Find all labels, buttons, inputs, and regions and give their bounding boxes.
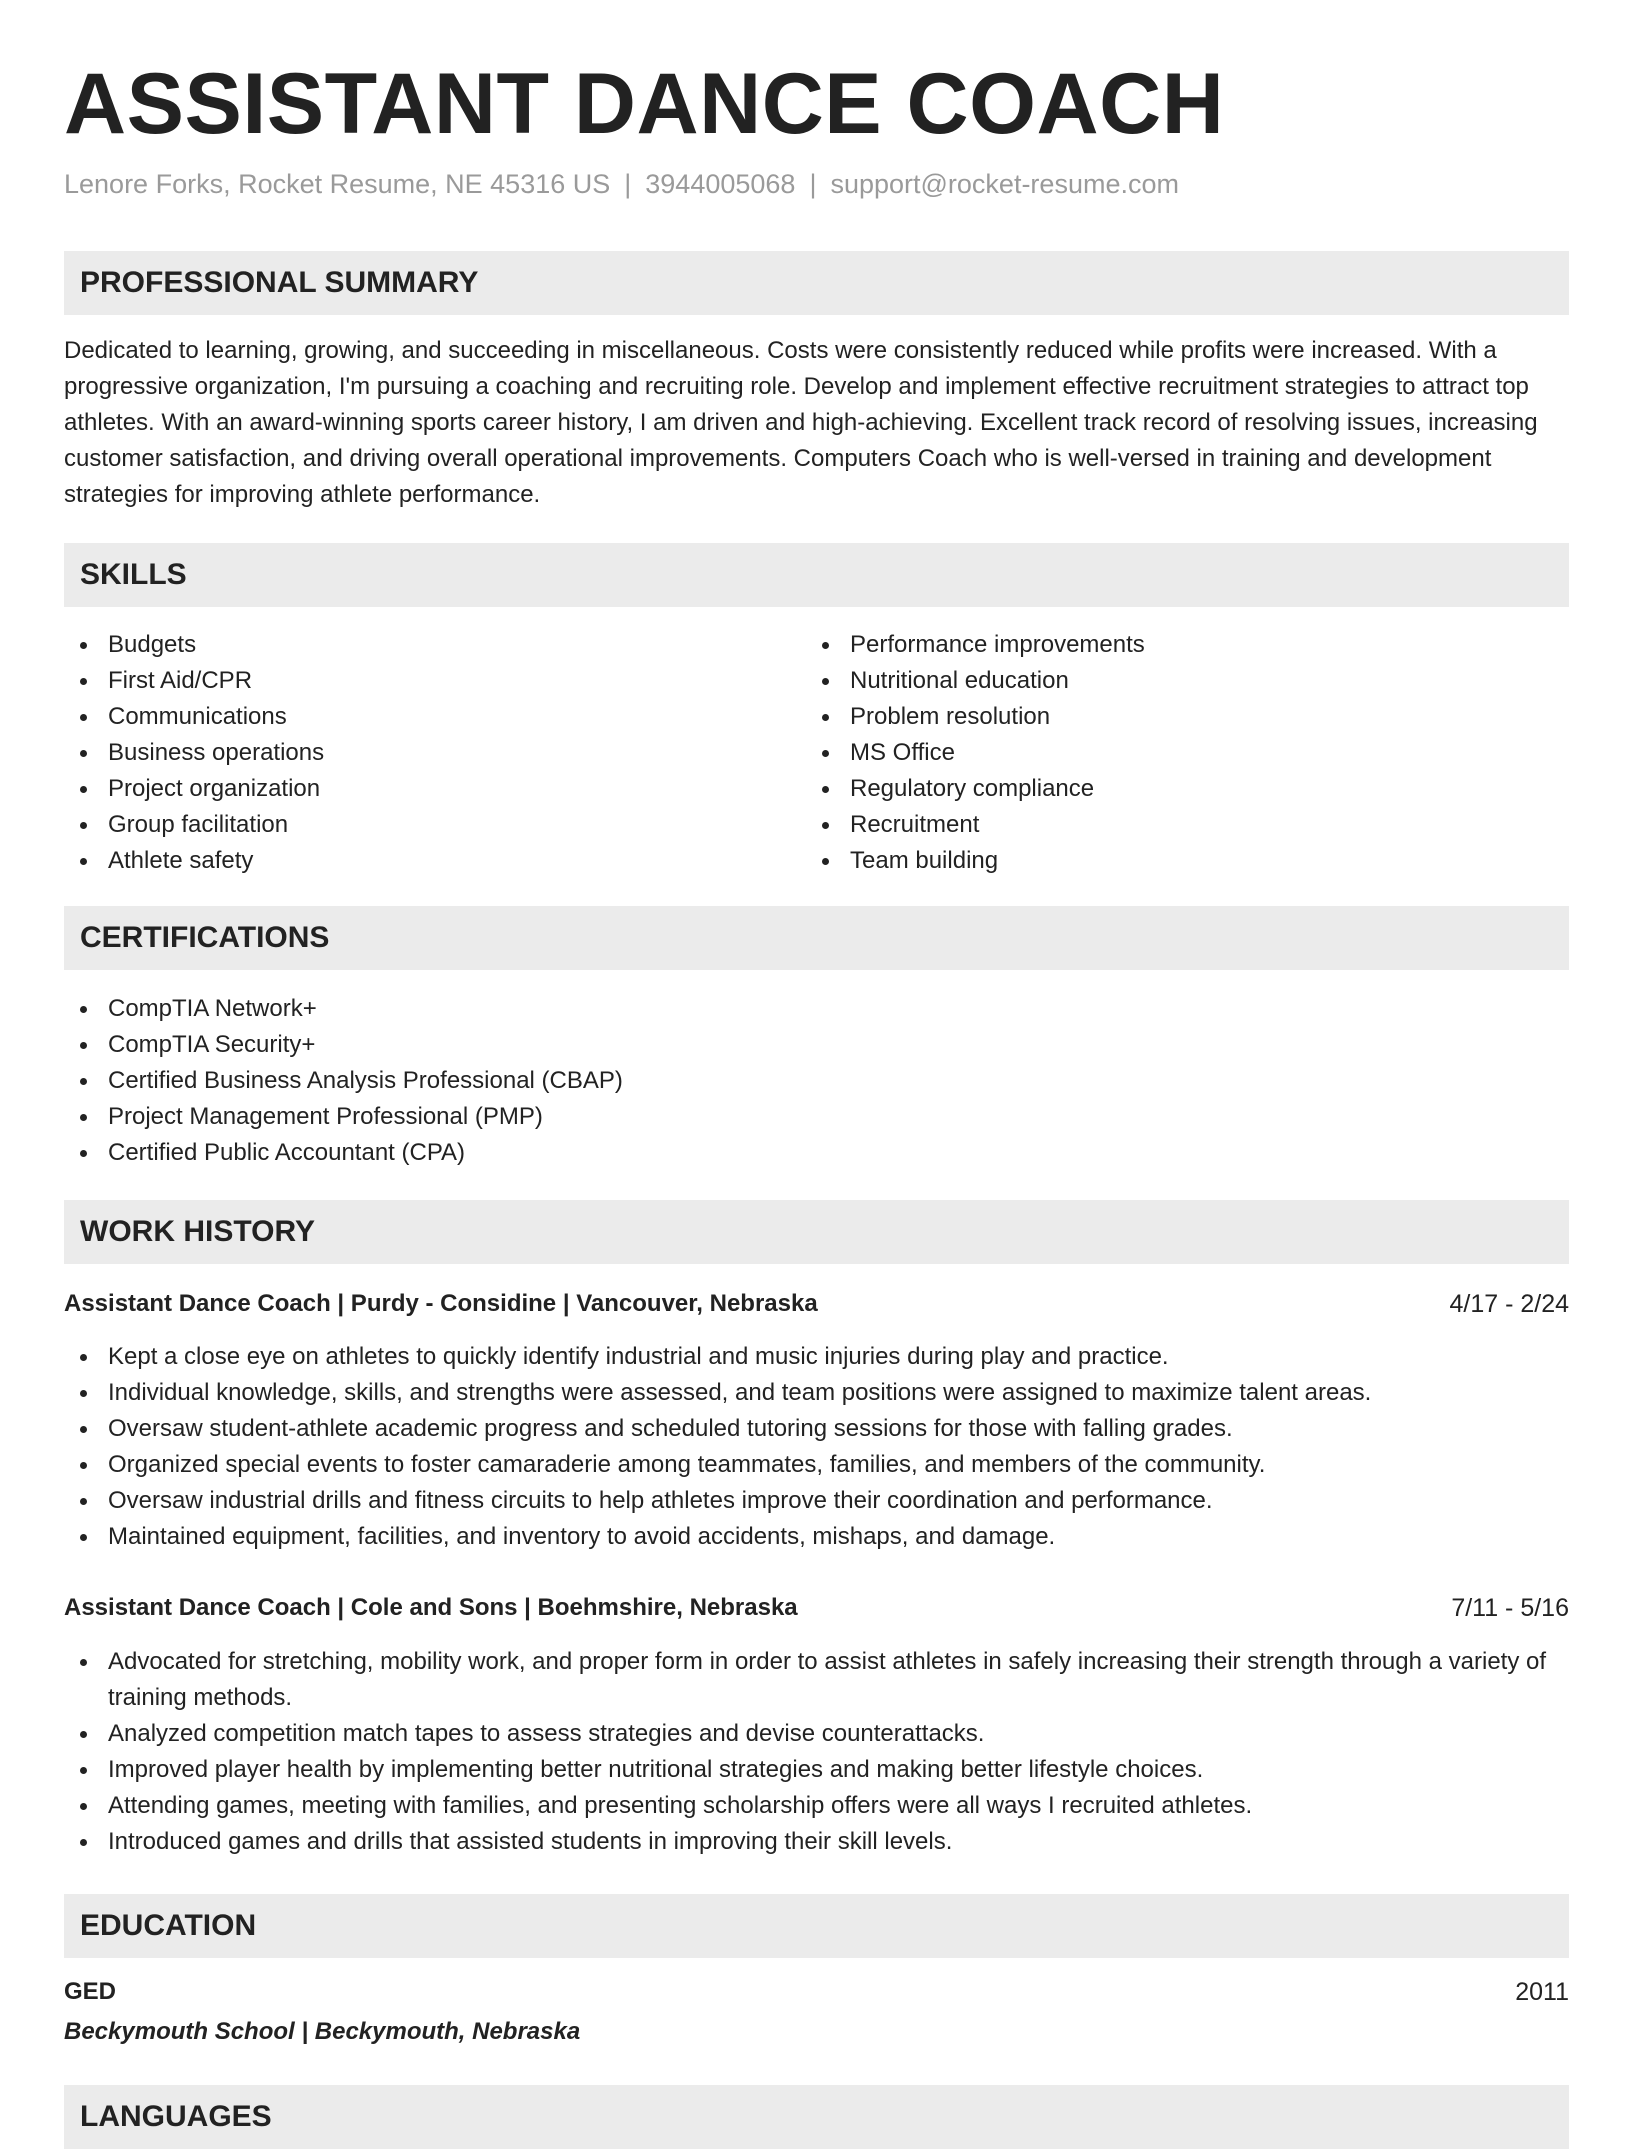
skills-list-right xyxy=(806,627,1546,879)
job-bullet: Advocated for stretching, mobility work, and proper form in order to assist athletes in safely increasing their strength through a variety of training methods. xyxy=(64,1644,1569,1716)
education-school: Beckymouth School | Beckymouth, Nebraska xyxy=(64,2018,581,2045)
section-title-education: EDUCATION xyxy=(80,1909,257,1942)
skill-item: Performance improvements xyxy=(806,627,1546,663)
skill-item: First Aid/CPR xyxy=(64,663,804,699)
section-title-skills: SKILLS xyxy=(80,558,187,591)
contact-separator: | xyxy=(624,169,632,199)
skill-item: Regulatory compliance xyxy=(806,771,1546,807)
section-header-education xyxy=(64,1894,1569,1958)
certification-item: Certified Business Analysis Professional (CBAP) xyxy=(64,1063,1569,1099)
section-header-languages xyxy=(64,2085,1569,2149)
section-title-languages: LANGUAGES xyxy=(80,2100,272,2133)
job-title: Assistant Dance Coach | Purdy - Considine | Vancouver, Nebraska xyxy=(64,1290,818,1317)
job-bullet: Improved player health by implementing better nutritional strategies and making better lifestyle choices. xyxy=(64,1752,1569,1788)
job-header xyxy=(64,1286,1569,1322)
job-bullet: Introduced games and drills that assisted students in improving their skill levels. xyxy=(64,1824,1569,1860)
skill-item: Athlete safety xyxy=(64,843,804,879)
skill-item: MS Office xyxy=(806,735,1546,771)
resume-title: ASSISTANT DANCE COACH xyxy=(64,56,1225,152)
certification-item: CompTIA Security+ xyxy=(64,1027,1569,1063)
summary-text: Dedicated to learning, growing, and succeeding in miscellaneous. Costs were consistently reduced while profits were increased. With a progressive organization, I'm pursuing a coaching and recruiting role. Develop and implement effective recruitment strategies to attract top athletes. With an award-winning sports career history, I am driven and high-achieving. Excellent track record of resolving issues, increasing customer satisfaction, and driving overall operational improvements. Computers Coach who is well-versed in training and development strategies for improving athlete performance. xyxy=(64,337,1538,508)
contact-line xyxy=(64,166,1179,202)
certification-item: CompTIA Network+ xyxy=(64,991,1569,1027)
job-bullet: Individual knowledge, skills, and strengths were assessed, and team positions were assigned to maximize talent areas. xyxy=(64,1375,1569,1411)
certification-item: Project Management Professional (PMP) xyxy=(64,1099,1569,1135)
section-title-work-history: WORK HISTORY xyxy=(80,1215,316,1248)
job-bullet: Oversaw industrial drills and fitness circuits to help athletes improve their coordination and performance. xyxy=(64,1483,1569,1519)
contact-separator: | xyxy=(809,169,817,199)
job-dates: 4/17 - 2/24 xyxy=(1449,1290,1569,1318)
skill-item: Business operations xyxy=(64,735,804,771)
skill-item: Group facilitation xyxy=(64,807,804,843)
section-title-certifications: CERTIFICATIONS xyxy=(80,921,330,954)
certifications-list xyxy=(64,991,1569,1171)
job-title: Assistant Dance Coach | Cole and Sons | Boehmshire, Nebraska xyxy=(64,1594,798,1621)
certification-item: Certified Public Accountant (CPA) xyxy=(64,1135,1569,1171)
section-header-certifications xyxy=(64,906,1569,970)
job-bullets xyxy=(64,1644,1569,1860)
skills-list-left xyxy=(64,627,804,879)
education-header xyxy=(64,1974,1569,2010)
section-header-skills xyxy=(64,543,1569,607)
job-bullets xyxy=(64,1339,1569,1555)
skill-item: Problem resolution xyxy=(806,699,1546,735)
skill-item: Project organization xyxy=(64,771,804,807)
contact-email: support@rocket-resume.com xyxy=(830,169,1179,199)
job-bullet: Analyzed competition match tapes to assess strategies and devise counterattacks. xyxy=(64,1716,1569,1752)
skill-item: Budgets xyxy=(64,627,804,663)
contact-address: Lenore Forks, Rocket Resume, NE 45316 US xyxy=(64,169,611,199)
education-degree: GED xyxy=(64,1978,117,2005)
job-bullet: Organized special events to foster camaraderie among teammates, families, and members of the community. xyxy=(64,1447,1569,1483)
section-header-summary xyxy=(64,251,1569,315)
job-dates: 7/11 - 5/16 xyxy=(1451,1594,1569,1622)
skill-item: Communications xyxy=(64,699,804,735)
skill-item: Recruitment xyxy=(806,807,1546,843)
job-bullet: Attending games, meeting with families, and presenting scholarship offers were all ways I recruited athletes. xyxy=(64,1788,1569,1824)
contact-phone: 3944005068 xyxy=(645,169,796,199)
job-bullet: Kept a close eye on athletes to quickly identify industrial and music injuries during play and practice. xyxy=(64,1339,1569,1375)
education-year: 2011 xyxy=(1515,1978,1569,2006)
job-header xyxy=(64,1590,1569,1626)
job-bullet: Maintained equipment, facilities, and inventory to avoid accidents, mishaps, and damage. xyxy=(64,1519,1569,1555)
section-header-work-history xyxy=(64,1200,1569,1264)
skill-item: Team building xyxy=(806,843,1546,879)
section-title-summary: PROFESSIONAL SUMMARY xyxy=(80,266,479,299)
skill-item: Nutritional education xyxy=(806,663,1546,699)
job-bullet: Oversaw student-athlete academic progress and scheduled tutoring sessions for those with falling grades. xyxy=(64,1411,1569,1447)
